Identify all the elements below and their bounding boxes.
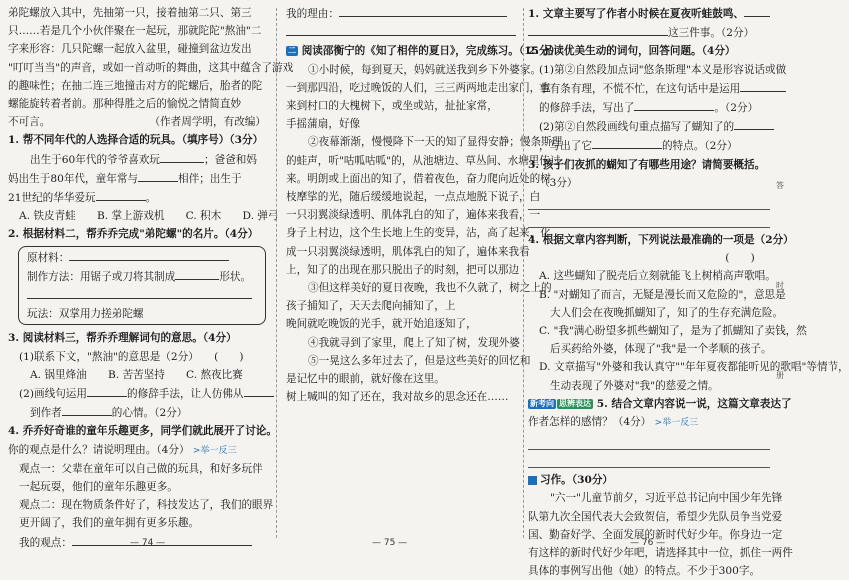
source-note: （作者周学明，有改编） [149, 116, 266, 129]
answer-line[interactable] [27, 286, 252, 299]
answer-blank[interactable] [96, 188, 146, 201]
margin-mark: 册 [776, 371, 784, 380]
answer-blank[interactable] [592, 136, 662, 149]
page-number: — 76 — [630, 538, 666, 548]
answer-blank[interactable] [634, 98, 714, 111]
answer-blank[interactable] [62, 403, 112, 416]
extend-link[interactable]: >举一反三 [192, 445, 237, 456]
answer-blank[interactable] [528, 23, 668, 36]
composition-title: 习作。（30分） [528, 471, 770, 489]
passage-line: 只……若是几个小伙伴聚在一起玩，那就陀陀"熬油"二 [8, 25, 262, 38]
section-badge: 二 [288, 46, 296, 56]
answer-blank[interactable] [175, 267, 219, 280]
passage-line: 不可言。 （作者周学明，有改编） [8, 113, 266, 131]
margin-mark: 答 [776, 181, 784, 190]
answer-line[interactable] [528, 435, 770, 450]
answer-blank[interactable] [69, 248, 229, 261]
column-divider [276, 8, 277, 538]
spinning-top-card: 原材料： 制作方法：用锯子或刀将其制成 形状。 玩法：双掌用力搓弟陀螺 [18, 246, 266, 326]
answer-blank[interactable] [244, 384, 274, 397]
passage-line: 螺能旋转着者前。那种得胜之后的愉悦之情简直妙 [8, 98, 242, 111]
answer-blank[interactable] [734, 117, 774, 130]
question-1-options: A. 铁皮青蛙 B. 掌上游戏机 C. 积木 D. 弹弓 [19, 210, 279, 223]
choice-paren[interactable]: ( ) [214, 350, 244, 363]
critical-expression-tag: 思辨表达 [559, 398, 591, 408]
answer-blank[interactable] [87, 384, 127, 397]
reading-title: 二 阅读邵衡宁的《知了相伴的夏日》，完成练习。（15分） [288, 45, 561, 58]
answer-blank[interactable] [744, 4, 770, 17]
new-direction-tag: 新考向 [530, 398, 554, 408]
answer-line[interactable] [528, 195, 770, 210]
page-number: — 75 — [372, 538, 408, 548]
page-number: — 74 — [130, 538, 166, 548]
answer-line[interactable] [286, 23, 516, 36]
answer-blank[interactable] [138, 169, 178, 182]
middle-column: 我的理由： 二 阅读邵衡宁的《知了相伴的夏日》，完成练习。（15分） ①小时候，每到夏天，妈妈就送我到乡下外婆家。 一到那四沿，吃过晚饭的人们，三三两两地走出家门，也 来到村口的大槐树下，或坐或站，扯扯家常， 手摇蒲扇，好像 ②夜幕渐渐，慢慢降下一天的知了显得安静；慢条斯理 的蛙声，听"咕呱咕呱"的，从池塘边、草丛间、水塘里传过 来。明朗或上面出的知了，借着夜色，奋力爬向近处的树 枝摩挲的光，随后缓缓地说起，一点点地脱下说子，白 一只羽翼淡绿透明、肌体乳白的知了，遍体来我看，一 身子上村边，这个生长地上生的变异，沾，高了起来，化 成一只羽翼淡绿透明，肌体乳白的知了，遍体来我看 上，知了的出现在那只脱出子的时刻，把可以那边 ③但这样美好的夏日夜晚，我也不久就了，树之上的 孩子捕知了，天天去爬向捕知了，上 晚间就吃晚饭的光手，就开始追逐知了， ④我就寻到了家里，爬上了知了树，发现外婆 ⑤一晃这么多年过去了，但是这些美好的回忆和 是记忆中的眼前，就好像在这里。 树上喊叫的知了还在，我对故乡的思念还在…… [286, 4, 518, 406]
passage-line: 弟陀螺放入其中，先抽第一只，接着抽第二只、第三 [8, 7, 252, 19]
margin-mark: 时 [776, 281, 784, 290]
answer-blank[interactable] [160, 150, 204, 163]
column-divider [523, 8, 524, 538]
question-3: 3. 阅读材料三，帮乔乔理解词句的意思。（4分） [8, 332, 237, 345]
passage-line: 的趣味性；在抽二连三地撞击对方的陀螺后，胎者的陀 [8, 79, 263, 92]
passage-line: "叮叮当当"的声音，或如一首动听的舞曲，这其中蕴含了游戏 [8, 61, 294, 74]
section-square-icon [528, 476, 537, 485]
extend-link[interactable]: >举一反三 [654, 418, 699, 429]
answer-blank[interactable] [740, 79, 786, 92]
choice-paren[interactable]: ( ) [725, 252, 755, 265]
answer-blank[interactable] [339, 4, 507, 17]
answer-line[interactable] [528, 213, 770, 228]
answer-line[interactable] [528, 453, 770, 468]
question-4: 4. 乔乔好奇谁的童年乐趣更多，同学们就此展开了讨论。 [8, 425, 277, 438]
passage-line: 字来形容：几只陀螺一起放入盆里，碰撞到盆边发出 [8, 43, 252, 56]
right-column: 1. 文章主要写了作者小时候在夏夜听蛙鼓鸣、 这三件事。（2分） 2. 品读优美生动的词句，回答问题。（4分） (1)第②自然段加点词"悠条斯理"本义是形容说话或做 事有条有理，不慌不忙，在这句话中是运用 的修辞手法，写出了 。（2分） (2)第②自然段画线句重点描写了蝴知了的 ，写出了它 的特点。（2分） 3. 孩子们夜抓的蝴知了有哪些用途？请简要概括。 （3分） 4. 根据文章内容判断，下列说法最准确的一项是（2分） ( ) A. 这些蝴知了脱壳后立刻就能飞上树梢高声歌唱。 B. "对蝴知了而言，无疑是漫长而又危险的"，意思是 大人们会在夜晚抓蝴知了，知了的生存充满危险。 C. "我"满心盼望多抓些蝴知了，是为了抓蝴知了卖钱，然 后买药给外婆，体现了"我"是一个孝顺的孩子。 D. 文章描写"外婆和我认真守""年年夏夜都能听见的歌唱"等情节， 生动表现了外婆对"我"的慈爱之情。 新考向 思辨表达 5. 结合文章内容说一说，这篇文章表达了 作者怎样的感情？（4分） >举一反三 习作。（30分） "六一"儿童节前夕，习近平总书记向中国少年先锋 队第九次全国代表大会致贺信，希望少先队员争当党爱 国、勤奋好学、全面发展的新时代好少年。你身边一定 有这样的新时代好少年吧，请选择其中一位，抓住一两件 具体的事例写出他（她）的特点。不少于300字。 [528, 4, 770, 580]
question-1: 1. 帮不同年代的人选择合适的玩具。（填序号）（3分） [8, 134, 264, 147]
left-column: 弟陀螺放入其中，先抽第一只，接着抽第二只、第三 只……若是几个小伙伴聚在一起玩，那就陀陀"熬油"二 字来形容：几只陀螺一起放入盆里，碰撞到盆边发出 "叮叮当当"的声音，或如一首动听的舞曲，这其中蕴含了游戏 的趣味性；在抽二连三地撞击对方的陀螺后，胎者的陀 螺能旋转着者前。那种得胜之后的愉悦之情简直妙 不可言。 （作者周学明，有改编） 1. 帮不同年代的人选择合适的玩具。（填序号）（3分） 出生于60年代的爷爷喜欢玩 ；爸爸和妈 妈出生于80年代，童年常与 相伴；出生于 21世纪的华华爱玩 。 A. 铁皮青蛙 B. 掌上游戏机 C. 积木 D. 弹弓 2. 根据材料二，帮乔乔完成"弟陀螺"的名片。（4分） 原材料： 制作方法：用锯子或刀将其制成 形状。 玩法：双掌用力搓弟陀螺 3. 阅读材料三，帮乔乔理解词句的意思。（4分） (1)联系下文，"熬油"的意思是（2分） ( ) A. 锅里烽油 B. 苦苦坚持 C. 熬夜比赛 (2)画线句运用 的修辞手法，让人仿佛从 到作者 的心情。（2分） 4. 乔乔好奇谁的童年乐趣更多，同学们就此展开了讨论。 你的观点是什么？请说明理由。（4分） >举一反三 观点一：父辈在童年可以自己做的玩具，和好多玩伴 一起玩耍，他们的童年乐趣更多。 观点二：现在物质条件好了，科技发达了，我们的眼界 更开阔了，我们的童年拥有更多乐趣。 我的观点： [8, 4, 266, 552]
question-2: 2. 根据材料二，帮乔乔完成"弟陀螺"的名片。（4分） [8, 228, 259, 241]
